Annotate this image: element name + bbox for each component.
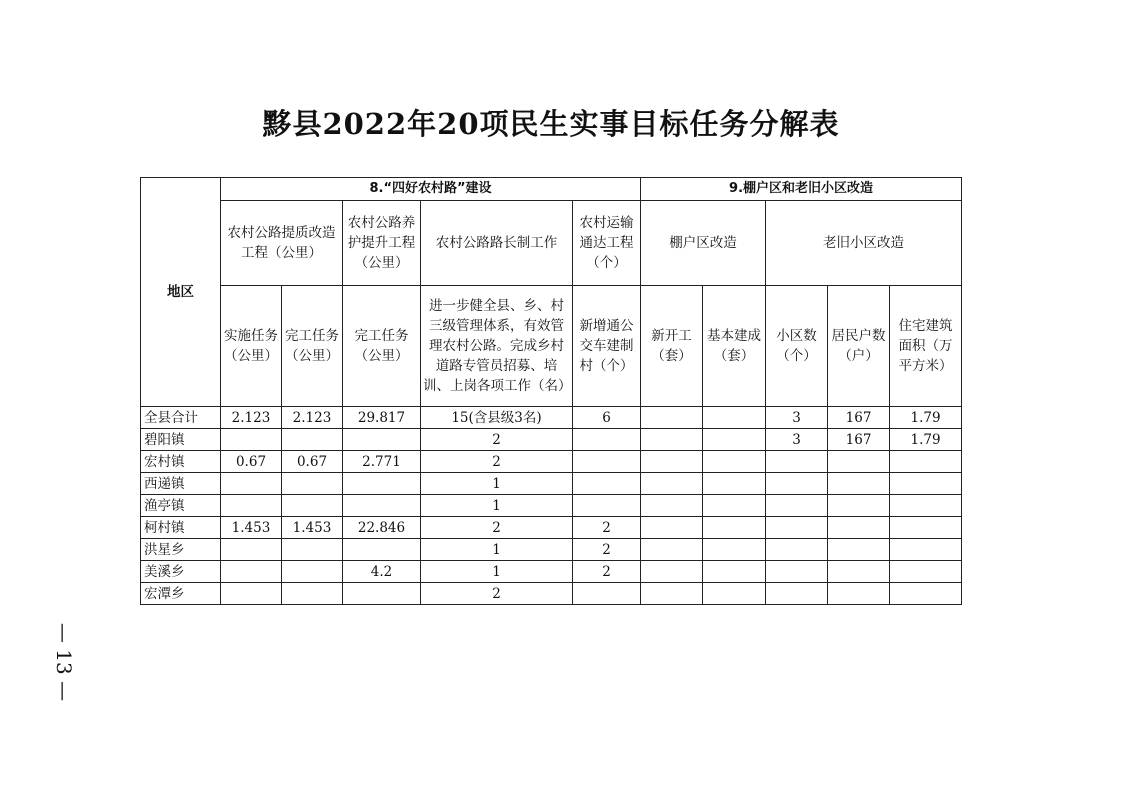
cell-c4: 1 [421, 561, 573, 583]
cell-c6 [641, 539, 703, 561]
cell-c1 [221, 429, 282, 451]
cell-c8 [766, 473, 828, 495]
cell-c3: 29.817 [343, 407, 421, 429]
cell-c2 [282, 561, 343, 583]
cell-c8: 3 [766, 407, 828, 429]
cell-c10: 1.79 [890, 429, 962, 451]
cell-c10 [890, 583, 962, 605]
cell-c9 [828, 561, 890, 583]
section-9-header: 9.棚户区和老旧小区改造 [641, 178, 962, 201]
row-region: 美溪乡 [141, 561, 221, 583]
cell-c6 [641, 407, 703, 429]
cell-c3: 2.771 [343, 451, 421, 473]
cell-c1 [221, 539, 282, 561]
cell-c8 [766, 495, 828, 517]
cell-c6 [641, 583, 703, 605]
cell-c5 [573, 495, 641, 517]
table-row [141, 473, 962, 495]
cell-c4: 15(含县级3名) [421, 407, 573, 429]
cell-c8 [766, 539, 828, 561]
cell-c8 [766, 451, 828, 473]
group-header-shantytown: 棚户区改造 [641, 201, 766, 286]
cell-c1 [221, 495, 282, 517]
page-number [52, 623, 76, 701]
cell-c8: 3 [766, 429, 828, 451]
cell-c7 [703, 495, 766, 517]
group-header-transport-access: 农村运输通达工程（个） [573, 201, 641, 286]
cell-c10 [890, 451, 962, 473]
cell-c9 [828, 473, 890, 495]
cell-c8 [766, 583, 828, 605]
cell-c9 [828, 539, 890, 561]
table-row [141, 451, 962, 473]
cell-c8 [766, 561, 828, 583]
row-region: 宏潭乡 [141, 583, 221, 605]
cell-c2 [282, 495, 343, 517]
cell-c7 [703, 407, 766, 429]
cell-c7 [703, 583, 766, 605]
cell-c4: 2 [421, 429, 573, 451]
page-number-text: — 13 — [52, 622, 77, 702]
col-header-c3: 完工任务（公里） [343, 286, 421, 407]
row-region: 柯村镇 [141, 517, 221, 539]
cell-c2 [282, 583, 343, 605]
region-header: 地区 [141, 178, 221, 407]
cell-c6 [641, 561, 703, 583]
col-header-c7: 基本建成（套） [703, 286, 766, 407]
group-header-road-upgrade: 农村公路提质改造工程（公里） [221, 201, 343, 286]
cell-c10 [890, 517, 962, 539]
row-region: 西递镇 [141, 473, 221, 495]
cell-c2: 1.453 [282, 517, 343, 539]
cell-c6 [641, 473, 703, 495]
cell-c7 [703, 473, 766, 495]
cell-c9 [828, 451, 890, 473]
cell-c6 [641, 495, 703, 517]
cell-c3 [343, 539, 421, 561]
cell-c4: 1 [421, 495, 573, 517]
cell-c1: 2.123 [221, 407, 282, 429]
row-region: 洪星乡 [141, 539, 221, 561]
cell-c3 [343, 473, 421, 495]
cell-c7 [703, 561, 766, 583]
cell-c1 [221, 473, 282, 495]
cell-c3: 4.2 [343, 561, 421, 583]
cell-c10 [890, 561, 962, 583]
cell-c5: 2 [573, 517, 641, 539]
table-row [141, 429, 962, 451]
row-region: 宏村镇 [141, 451, 221, 473]
cell-c4: 1 [421, 539, 573, 561]
col-header-c4: 进一步健全县、乡、村三级管理体系，有效管理农村公路。完成乡村道路专管员招募、培训、上岗各项工作（名） [421, 286, 573, 407]
cell-c10 [890, 539, 962, 561]
col-header-c9: 居民户数（户） [828, 286, 890, 407]
cell-c7 [703, 539, 766, 561]
cell-c7 [703, 429, 766, 451]
cell-c2 [282, 473, 343, 495]
cell-c4: 2 [421, 517, 573, 539]
cell-c5: 6 [573, 407, 641, 429]
cell-c10: 1.79 [890, 407, 962, 429]
cell-c6 [641, 517, 703, 539]
cell-c2 [282, 539, 343, 561]
cell-c9 [828, 517, 890, 539]
row-region: 碧阳镇 [141, 429, 221, 451]
group-header-road-maintenance: 农村公路养护提升工程（公里） [343, 201, 421, 286]
cell-c5: 2 [573, 561, 641, 583]
cell-c5 [573, 473, 641, 495]
cell-c4: 2 [421, 583, 573, 605]
cell-c9: 167 [828, 407, 890, 429]
cell-c5 [573, 583, 641, 605]
group-header-old-community: 老旧小区改造 [766, 201, 962, 286]
document-title: 黟县2022年20项民生实事目标任务分解表 [262, 107, 840, 141]
table-row [141, 539, 962, 561]
cell-c7 [703, 517, 766, 539]
cell-c10 [890, 473, 962, 495]
col-header-c1: 实施任务（公里） [221, 286, 282, 407]
cell-c3 [343, 429, 421, 451]
col-header-c5: 新增通公交车建制村（个） [573, 286, 641, 407]
cell-c5: 2 [573, 539, 641, 561]
cell-c9: 167 [828, 429, 890, 451]
cell-c3 [343, 495, 421, 517]
section-8-header: 8.“四好农村路”建设 [221, 178, 641, 201]
row-region: 渔亭镇 [141, 495, 221, 517]
group-header-road-chief: 农村公路路长制工作 [421, 201, 573, 286]
cell-c8 [766, 517, 828, 539]
col-header-c2: 完工任务（公里） [282, 286, 343, 407]
cell-c6 [641, 429, 703, 451]
cell-c5 [573, 451, 641, 473]
cell-c6 [641, 451, 703, 473]
cell-c4: 1 [421, 473, 573, 495]
table-row [141, 517, 962, 539]
cell-c10 [890, 495, 962, 517]
cell-c2 [282, 429, 343, 451]
table-row [141, 561, 962, 583]
cell-c4: 2 [421, 451, 573, 473]
cell-c9 [828, 495, 890, 517]
task-breakdown-table [140, 177, 962, 605]
table-row [141, 583, 962, 605]
cell-c9 [828, 583, 890, 605]
cell-c2: 2.123 [282, 407, 343, 429]
table-row [141, 407, 962, 429]
row-region: 全县合计 [141, 407, 221, 429]
cell-c7 [703, 451, 766, 473]
cell-c1: 1.453 [221, 517, 282, 539]
col-header-c10: 住宅建筑面积（万平方米） [890, 286, 962, 407]
cell-c2: 0.67 [282, 451, 343, 473]
cell-c1 [221, 561, 282, 583]
cell-c3: 22.846 [343, 517, 421, 539]
cell-c3 [343, 583, 421, 605]
table-row [141, 495, 962, 517]
cell-c1 [221, 583, 282, 605]
col-header-c8: 小区数（个） [766, 286, 828, 407]
col-header-c6: 新开工（套） [641, 286, 703, 407]
cell-c5 [573, 429, 641, 451]
cell-c1: 0.67 [221, 451, 282, 473]
